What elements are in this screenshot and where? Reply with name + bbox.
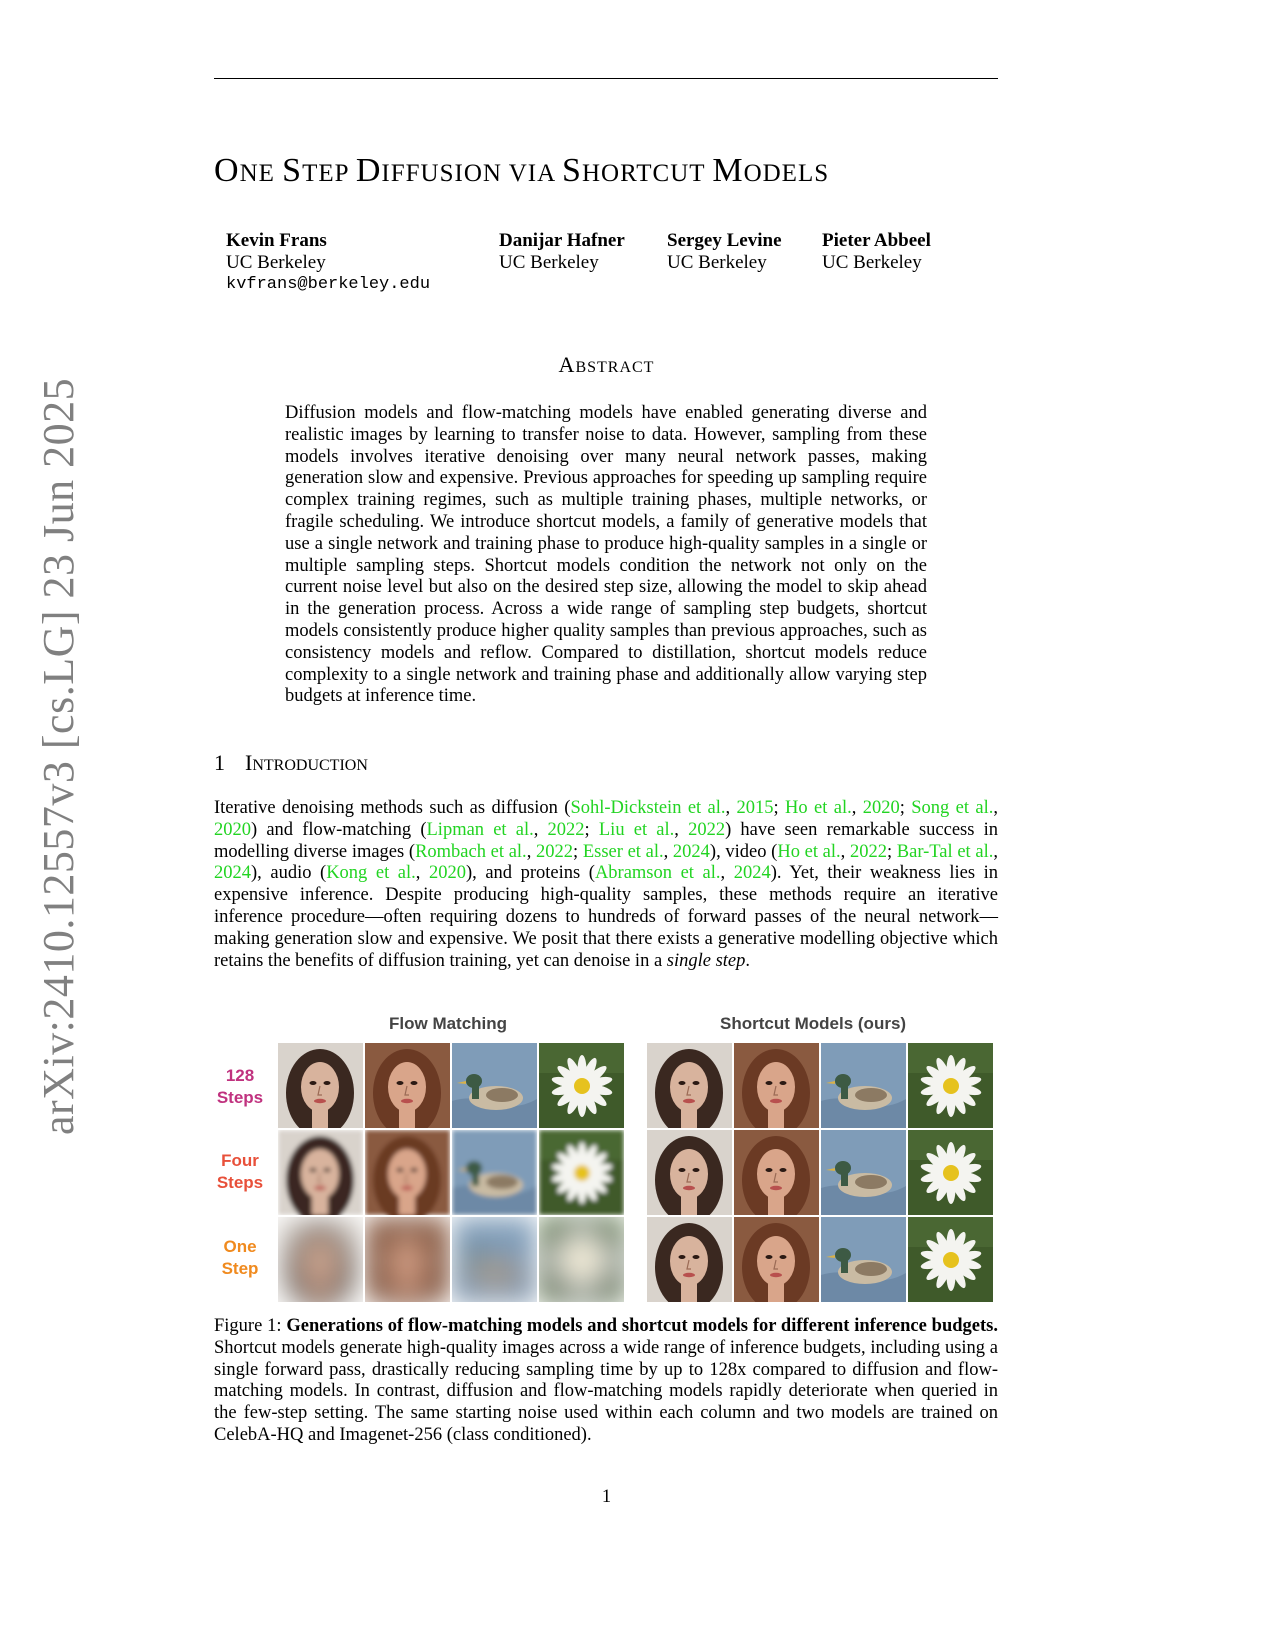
author-affiliation: UC Berkeley — [667, 252, 767, 273]
generated-sample-image — [908, 1217, 993, 1302]
page-number: 1 — [601, 1487, 612, 1507]
citation-link[interactable]: Bar-Tal et al. — [896, 841, 994, 862]
generated-sample-image — [539, 1043, 624, 1128]
generated-sample-image — [539, 1130, 624, 1215]
citation-link[interactable]: 2022 — [849, 841, 887, 862]
row-label-four-steps: Four Steps — [216, 1151, 264, 1192]
paper-title: ONE STEP DIFFUSION VIA SHORTCUT MODELS — [214, 152, 830, 189]
citation-link[interactable]: Liu et al. — [598, 819, 675, 840]
shortcut-models-image-grid — [647, 1043, 993, 1302]
author-affiliation: UC Berkeley — [226, 252, 326, 273]
generated-sample-image — [908, 1130, 993, 1215]
citation-link[interactable]: Sohl-Dickstein et al. — [570, 798, 726, 818]
generated-sample-image — [647, 1043, 732, 1128]
citation-link[interactable]: 2022 — [547, 819, 585, 840]
generated-sample-image — [734, 1217, 819, 1302]
citation-link[interactable]: Ho et al. — [777, 841, 841, 862]
author-email[interactable]: kvfrans@berkeley.edu — [226, 275, 431, 294]
author-block — [499, 230, 625, 274]
generated-sample-image — [647, 1217, 732, 1302]
generated-sample-image — [734, 1130, 819, 1215]
figure-caption: Figure 1: Generations of flow-matching models and shortcut models for different inference budgets. Shortcut models generate high-quality images across a wide range of inference budgets, including using a single forward pass, drastically reducing sampling time by up to 128x compared to diffusion and flow-matching models. In contrast, diffusion and flow-matching models rapidly deteriorate when queried in the few-step setting. The same starting noise used within each column and two models are trained on CelebA-HQ and Imagenet-256 (class conditioned). — [214, 1316, 998, 1445]
generated-sample-image — [365, 1217, 450, 1302]
citation-link[interactable]: Rombach et al. — [415, 841, 527, 862]
abstract-heading: ABSTRACT — [558, 352, 655, 377]
generated-sample-image — [452, 1130, 537, 1215]
author-name: Kevin Frans — [226, 230, 327, 251]
top-rule — [214, 78, 998, 79]
generated-sample-image — [365, 1130, 450, 1215]
citation-link[interactable]: Lipman et al. — [426, 819, 534, 840]
arxiv-sidebar-stamp: arXiv:2410.12557v3 [cs.LG] 23 Jun 2025 — [34, 377, 83, 1135]
intro-paragraph: Iterative denoising methods such as diffusion (Sohl-Dickstein et al., 2015; Ho et al., 2020; Song et al., 2020) and flow-matching (Lipman et al., 2022; Liu et al., 2022) have seen remarkable success in modelling diverse images (Rombach et al., 2022; Esser et al., 2024), video (Ho et al., 2022; Bar-Tal et al., 2024), audio (Kong et al., 2020), and proteins (Abramson et al., 2024). Yet, their weakness lies in expensive inference. Despite producing high-quality samples, these methods require an iterative inference procedure—often requiring dozens to hundreds of forward passes of the neural network—making generation slow and expensive. We posit that there exists a generative modelling objective which retains the benefits of diffusion training, yet can denoise in a single step. — [214, 798, 999, 971]
generated-sample-image — [539, 1217, 624, 1302]
citation-link[interactable]: Song et al. — [911, 798, 994, 818]
figure-left-title: Flow Matching — [389, 1014, 508, 1033]
generated-sample-image — [365, 1043, 450, 1128]
generated-sample-image — [734, 1043, 819, 1128]
author-block — [822, 230, 931, 274]
citation-link[interactable]: 2024 — [733, 863, 771, 884]
generated-sample-image — [278, 1043, 363, 1128]
author-affiliation: UC Berkeley — [822, 252, 922, 273]
citation-link[interactable]: 2020 — [214, 819, 251, 840]
generated-sample-image — [452, 1217, 537, 1302]
citation-link[interactable]: Kong et al. — [326, 863, 416, 884]
generated-sample-image — [647, 1130, 732, 1215]
author-name: Danijar Hafner — [499, 230, 625, 251]
row-label-one-step: One Step — [221, 1237, 259, 1278]
author-name: Pieter Abbeel — [822, 230, 931, 251]
citation-link[interactable]: 2015 — [736, 798, 774, 818]
generated-sample-image — [278, 1217, 363, 1302]
citation-link[interactable]: 2024 — [672, 841, 710, 862]
abstract-text: Diffusion models and flow-matching models have enabled generating diverse and realistic images by learning to transfer noise to data. However, sampling from these models involves iterative denoising over many neural network passes, making generation slow and expensive. Previous approaches for speeding up sampling require complex training regimes, such as multiple training phases, multiple networks, or fragile scheduling. We introduce shortcut models, a family of generative models that use a single network and training phase to produce high-quality samples in a single or multiple sampling steps. Shortcut models condition the network not only on the current noise level but also on the desired step size, allowing the model to skip ahead in the generation process. Across a wide range of sampling step budgets, shortcut models consistently produce higher quality samples than previous approaches, such as consistency models and reflow. Compared to distillation, shortcut models reduce complexity to a single network and training phase and additionally allow varying step budgets at inference time. — [285, 403, 927, 707]
section-heading-introduction: 1 INTRODUCTION — [214, 750, 368, 775]
citation-link[interactable]: 2020 — [862, 798, 900, 818]
citation-link[interactable]: 2020 — [428, 863, 466, 884]
author-block — [226, 230, 430, 296]
flow-matching-image-grid — [278, 1043, 624, 1302]
generated-sample-image — [821, 1130, 906, 1215]
author-name: Sergey Levine — [667, 230, 782, 251]
row-label-128-steps: 128 Steps — [216, 1066, 264, 1107]
citation-link[interactable]: Abramson et al. — [594, 863, 721, 884]
figure-right-title: Shortcut Models (ours) — [720, 1014, 907, 1033]
generated-sample-image — [278, 1130, 363, 1215]
generated-sample-image — [452, 1043, 537, 1128]
citation-link[interactable]: 2024 — [214, 863, 251, 884]
citation-link[interactable]: Esser et al. — [582, 841, 664, 862]
citation-link[interactable]: 2022 — [536, 841, 573, 862]
generated-sample-image — [821, 1043, 906, 1128]
citation-link[interactable]: 2022 — [688, 819, 726, 840]
generated-sample-image — [908, 1043, 993, 1128]
citation-link[interactable]: Ho et al. — [785, 798, 852, 818]
generated-sample-image — [821, 1217, 906, 1302]
author-affiliation: UC Berkeley — [499, 252, 599, 273]
author-block — [667, 230, 782, 274]
